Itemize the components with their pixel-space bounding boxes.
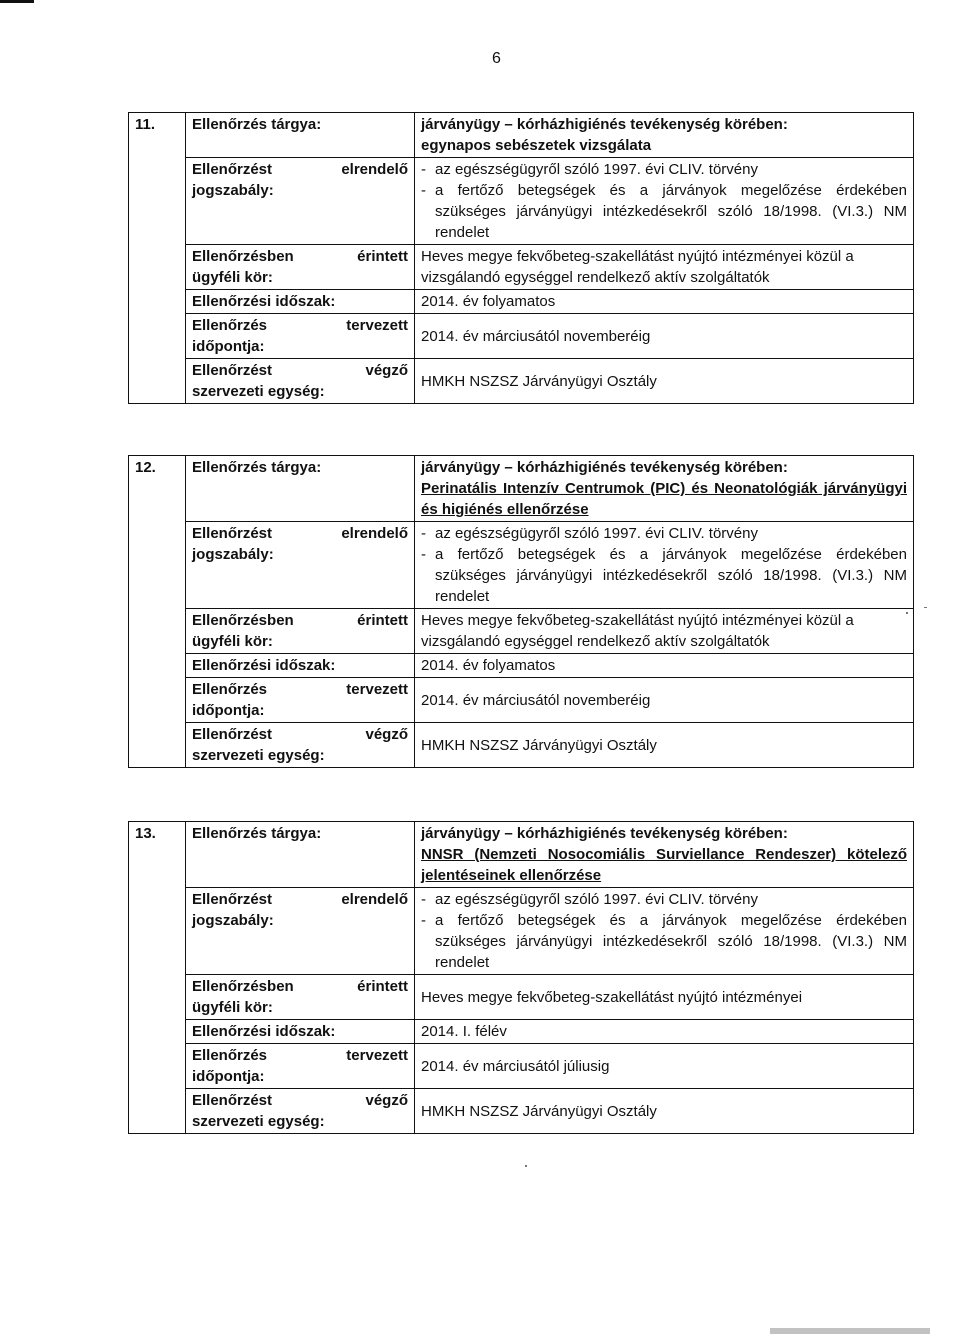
page-number: 6 [492, 50, 501, 67]
unit-label-2: végző [365, 1092, 408, 1109]
planned-label-3: időpontja: [192, 1068, 265, 1085]
period-value: 2014. év folyamatos [415, 290, 914, 314]
law-item: az egészségügyről szóló 1997. évi CLIV. törvény [435, 525, 758, 542]
law-item: a fertőző betegségek és a járványok megelőzése érdekében szükséges járványügyi intézkedésekről szóló 18/1998. (VI.3.) NM rendelet [435, 182, 907, 241]
unit-value: HMKH NSZSZ Járványügyi Osztály [415, 723, 914, 768]
subject-line: járványügy – kórházhigiénés tevékenység körében: [421, 825, 788, 842]
planned-label-2: tervezett [346, 1047, 408, 1064]
subject-value [415, 456, 914, 522]
client-value: Heves megye fekvőbeteg-szakellátást nyújtó intézményei [415, 975, 914, 1020]
client-label [186, 245, 415, 290]
period-value: 2014. I. félév [415, 1020, 914, 1044]
planned-label-3: időpontja: [192, 702, 265, 719]
period-label: Ellenőrzési időszak: [186, 654, 415, 678]
unit-label-1: Ellenőrzést [192, 362, 273, 379]
client-label-3: ügyféli kör: [192, 999, 273, 1016]
planned-label [186, 1044, 415, 1089]
client-label-3: ügyféli kör: [192, 633, 273, 650]
section-number: 11. [129, 113, 186, 404]
law-label [186, 158, 415, 245]
planned-label-2: tervezett [346, 681, 408, 698]
unit-value: HMKH NSZSZ Járványügyi Osztály [415, 359, 914, 404]
inspection-section-11 [128, 112, 914, 404]
period-label: Ellenőrzési időszak: [186, 1020, 415, 1044]
inspection-section-13 [128, 821, 914, 1134]
client-label-1: Ellenőrzésben [192, 978, 294, 995]
top-edge-mark [0, 0, 34, 3]
law-label-1: Ellenőrzést [192, 525, 273, 542]
client-label-2: érintett [357, 978, 408, 995]
unit-value: HMKH NSZSZ Járványügyi Osztály [415, 1089, 914, 1134]
law-value: - az egészségügyről szóló 1997. évi CLIV. törvény - a fertőző betegségek és a járványok megelőzése érdekében szükséges járványügyi intézkedésekről szóló 18/1998. (VI.3.) NM rendelet [415, 522, 914, 609]
client-label [186, 609, 415, 654]
client-value: Heves megye fekvőbeteg-szakellátást nyújtó intézményei közül a vizsgálandó egységgel rendelkező aktív szolgáltatók [415, 245, 914, 290]
unit-label-2: végző [365, 362, 408, 379]
planned-label-1: Ellenőrzés [192, 1047, 268, 1064]
unit-label-3: szervezeti egység: [192, 747, 325, 764]
unit-label [186, 723, 415, 768]
scan-speck [924, 607, 927, 608]
subject-detail: NNSR (Nemzeti Nosocomiális Surviellance Rendeszer) kötelező jelentéseinek ellenőrzése [421, 846, 907, 884]
client-label-2: érintett [357, 612, 408, 629]
law-item: a fertőző betegségek és a járványok megelőzése érdekében szükséges járványügyi intézkedésekről szóló 18/1998. (VI.3.) NM rendelet [435, 912, 907, 971]
unit-label [186, 1089, 415, 1134]
planned-label [186, 678, 415, 723]
inspection-section-12 [128, 455, 914, 768]
section-number: 12. [129, 456, 186, 768]
planned-value: 2014. év márciusától júliusig [415, 1044, 914, 1089]
law-item: az egészségügyről szóló 1997. évi CLIV. törvény [435, 161, 758, 178]
unit-label [186, 359, 415, 404]
law-label-2: elrendelő [341, 161, 408, 178]
law-label-1: Ellenőrzést [192, 161, 273, 178]
subject-label: Ellenőrzés tárgya: [186, 113, 415, 158]
unit-label-3: szervezeti egység: [192, 1113, 325, 1130]
law-item: a fertőző betegségek és a járványok megelőzése érdekében szükséges járványügyi intézkedésekről szóló 18/1998. (VI.3.) NM rendelet [435, 546, 907, 605]
client-label [186, 975, 415, 1020]
subject-line: járványügy – kórházhigiénés tevékenység körében: [421, 116, 788, 133]
law-item: az egészségügyről szóló 1997. évi CLIV. törvény [435, 891, 758, 908]
period-value: 2014. év folyamatos [415, 654, 914, 678]
client-value: Heves megye fekvőbeteg-szakellátást nyújtó intézményei közül a vizsgálandó egységgel rendelkező aktív szolgáltatók [415, 609, 914, 654]
period-label: Ellenőrzési időszak: [186, 290, 415, 314]
law-label-3: jogszabály: [192, 912, 274, 929]
law-value: - az egészségügyről szóló 1997. évi CLIV. törvény - a fertőző betegségek és a járványok megelőzése érdekében szükséges járványügyi intézkedésekről szóló 18/1998. (VI.3.) NM rendelet [415, 888, 914, 975]
planned-value: 2014. év márciusától novemberéig [415, 678, 914, 723]
law-value: - az egészségügyről szóló 1997. évi CLIV. törvény - a fertőző betegségek és a járványok megelőzése érdekében szükséges járványügyi intézkedésekről szóló 18/1998. (VI.3.) NM rendelet [415, 158, 914, 245]
unit-label-2: végző [365, 726, 408, 743]
unit-label-3: szervezeti egység: [192, 383, 325, 400]
scan-smudge [770, 1328, 930, 1334]
scan-speck [906, 612, 908, 614]
planned-label-1: Ellenőrzés [192, 681, 268, 698]
law-label-3: jogszabály: [192, 182, 274, 199]
law-label-1: Ellenőrzést [192, 891, 273, 908]
subject-value [415, 113, 914, 158]
planned-label-3: időpontja: [192, 338, 265, 355]
law-label-3: jogszabály: [192, 546, 274, 563]
unit-label-1: Ellenőrzést [192, 1092, 273, 1109]
law-label-2: elrendelő [341, 891, 408, 908]
subject-line: járványügy – kórházhigiénés tevékenység körében: [421, 459, 788, 476]
client-label-1: Ellenőrzésben [192, 248, 294, 265]
scan-speck [525, 1165, 527, 1167]
subject-detail: egynapos sebészetek vizsgálata [421, 137, 652, 154]
subject-label: Ellenőrzés tárgya: [186, 456, 415, 522]
subject-label: Ellenőrzés tárgya: [186, 822, 415, 888]
subject-detail: Perinatális Intenzív Centrumok (PIC) és Neonatológiák járványügyi és higiénés ellenőrzése [421, 480, 907, 518]
client-label-2: érintett [357, 248, 408, 265]
law-label [186, 522, 415, 609]
planned-label-1: Ellenőrzés [192, 317, 268, 334]
planned-label [186, 314, 415, 359]
law-label-2: elrendelő [341, 525, 408, 542]
planned-value: 2014. év márciusától novemberéig [415, 314, 914, 359]
subject-value [415, 822, 914, 888]
planned-label-2: tervezett [346, 317, 408, 334]
unit-label-1: Ellenőrzést [192, 726, 273, 743]
section-number: 13. [129, 822, 186, 1134]
client-label-1: Ellenőrzésben [192, 612, 294, 629]
client-label-3: ügyféli kör: [192, 269, 273, 286]
law-label [186, 888, 415, 975]
